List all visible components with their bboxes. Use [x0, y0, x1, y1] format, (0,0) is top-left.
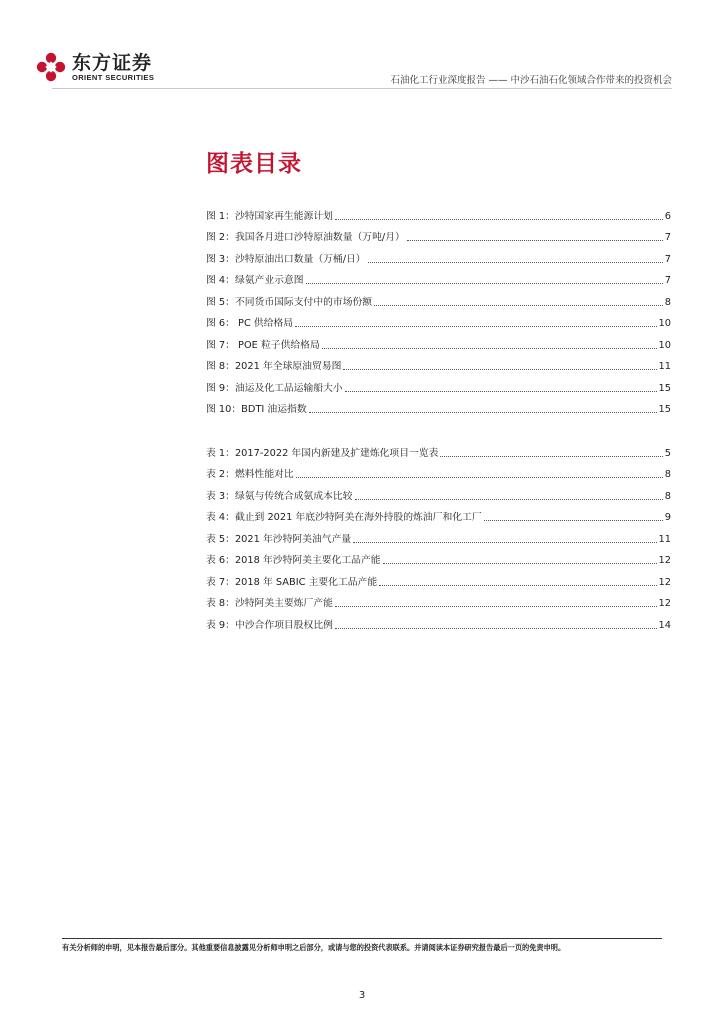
brand-name-en: ORIENT SECURITIES — [72, 72, 155, 82]
toc-figure-entry-page-number: 8 — [664, 296, 671, 308]
toc-table-entry-label: 表 2：燃料性能对比 — [206, 469, 294, 480]
dot-leader — [295, 326, 656, 327]
toc-figure-entry-page-number: 10 — [658, 318, 671, 329]
toc-figure-entry-page-number: 6 — [664, 210, 671, 222]
dot-leader — [335, 628, 657, 629]
toc-table-entry-label: 表 8：沙特阿美主要炼厂产能 — [206, 598, 333, 609]
toc-heading: 图表目录 — [206, 151, 302, 177]
dot-leader — [379, 585, 656, 586]
toc-table-entry[interactable] — [206, 460, 671, 482]
toc-figure-entry-page-number: 11 — [658, 361, 671, 372]
toc-figure-entry-label: 图 6： PC 供给格局 — [206, 318, 294, 329]
toc-figure-entry-label: 图 10：BDTI 油运指数 — [206, 404, 307, 415]
toc-table-entry-page-number: 14 — [658, 619, 671, 631]
toc-figure-entry[interactable] — [206, 287, 671, 309]
toc-table-entry-label: 表 3：绿氨与传统合成氨成本比较 — [206, 490, 353, 502]
toc-figure-entry-page-number: 7 — [664, 253, 671, 265]
header-divider — [52, 88, 672, 89]
toc-table-entry-page-number: 9 — [664, 512, 671, 523]
toc-figure-entry[interactable] — [206, 395, 671, 417]
toc-figure-entry-label: 图 3：沙特原油出口数量（万桶/日） — [206, 253, 366, 265]
toc-figure-entry[interactable] — [206, 266, 671, 288]
toc-figure-entry-page-number: 10 — [658, 339, 671, 351]
toc-figure-entry[interactable] — [206, 330, 671, 352]
footer-divider — [62, 938, 662, 939]
dot-leader — [335, 219, 663, 220]
report-header-title: 石油化工行业深度报告 —— 中沙石油石化领域合作带来的投资机会 — [390, 75, 672, 86]
toc-figure-entry-label: 图 8：2021 年全球原油贸易图 — [206, 361, 342, 372]
dot-leader — [355, 499, 663, 500]
toc-table-entry[interactable] — [206, 481, 671, 503]
toc-figure-entry-page-number: 7 — [664, 275, 671, 286]
toc-table-entry-label: 表 1：2017-2022 年国内新建及扩建炼化项目一览表 — [206, 447, 439, 459]
toc-figure-entry[interactable] — [206, 373, 671, 395]
toc-figure-entry[interactable] — [206, 244, 671, 266]
toc-figure-entry-label: 图 4：绿氨产业示意图 — [206, 275, 304, 286]
toc-table-entry-page-number: 8 — [664, 469, 671, 480]
toc-table-entry[interactable] — [206, 503, 671, 525]
toc-table-entry-label: 表 5：2021 年沙特阿美油气产量 — [206, 533, 352, 545]
dot-leader — [407, 240, 663, 241]
toc-table-entry-page-number: 5 — [664, 447, 671, 459]
toc-figure-entry[interactable] — [206, 223, 671, 245]
toc-figure-entry[interactable] — [206, 352, 671, 374]
toc-figure-entry[interactable] — [206, 201, 671, 223]
dot-leader — [353, 542, 656, 543]
toc-figure-entry-page-number: 7 — [664, 232, 671, 243]
toc-table-entry[interactable] — [206, 589, 671, 611]
orient-logo-icon — [36, 52, 66, 82]
toc-figure-entry-label: 图 9：油运及化工品运输船大小 — [206, 382, 343, 394]
toc-table-entry-label: 表 4：截止到 2021 年底沙特阿美在海外持股的炼油厂和化工厂 — [206, 512, 482, 523]
toc-table-entry-label: 表 7：2018 年 SABIC 主要化工品产能 — [206, 576, 378, 588]
toc-table-entry-page-number: 12 — [658, 555, 671, 566]
toc-table-entry-label: 表 9：中沙合作项目股权比例 — [206, 619, 333, 631]
dot-leader — [322, 348, 657, 349]
toc-figure-entry-page-number: 15 — [658, 382, 671, 394]
dot-leader — [383, 563, 657, 564]
toc-table-entry-label: 表 6：2018 年沙特阿美主要化工品产能 — [206, 555, 381, 566]
toc-figure-entry-label: 图 1：沙特国家再生能源计划 — [206, 210, 333, 222]
toc-figure-entry-label: 图 5：不同货币国际支付中的市场份额 — [206, 296, 373, 308]
dot-leader — [374, 305, 663, 306]
dot-leader — [345, 391, 657, 392]
toc-table-entry[interactable] — [206, 610, 671, 632]
toc-figure-entry-label: 图 7： POE 粒子供给格局 — [206, 339, 320, 351]
footer-disclaimer: 有关分析师的申明，见本报告最后部分。其他重要信息披露见分析师申明之后部分，或请与您的投资代表联系。并请阅读本证券研究报告最后一页的免责申明。 — [62, 943, 566, 952]
dot-leader — [309, 412, 657, 413]
dot-leader — [296, 477, 663, 478]
dot-leader — [484, 520, 663, 521]
toc-table-entry-page-number: 12 — [658, 576, 671, 588]
figure-list — [206, 201, 671, 416]
dot-leader — [343, 369, 656, 370]
toc-table-entry[interactable] — [206, 438, 671, 460]
toc-table-entry-page-number: 12 — [658, 598, 671, 609]
brand-name-cn: 东方证券 — [72, 51, 153, 74]
toc-figure-entry-label: 图 2：我国各月进口沙特原油数量（万吨/月） — [206, 232, 405, 243]
dot-leader — [335, 606, 657, 607]
toc-figure-entry[interactable] — [206, 309, 671, 331]
toc-table-entry[interactable] — [206, 524, 671, 546]
toc-table-entry[interactable] — [206, 567, 671, 589]
company-logo — [36, 52, 154, 82]
table-list — [206, 438, 671, 632]
toc-figure-entry-page-number: 15 — [658, 404, 671, 415]
dot-leader — [440, 456, 662, 457]
toc-table-entry-page-number: 8 — [664, 490, 671, 502]
dot-leader — [368, 262, 663, 263]
toc-table-entry[interactable] — [206, 546, 671, 568]
page-number: 3 — [358, 990, 366, 1001]
toc-table-entry-page-number: 11 — [658, 533, 671, 545]
dot-leader — [306, 283, 663, 284]
